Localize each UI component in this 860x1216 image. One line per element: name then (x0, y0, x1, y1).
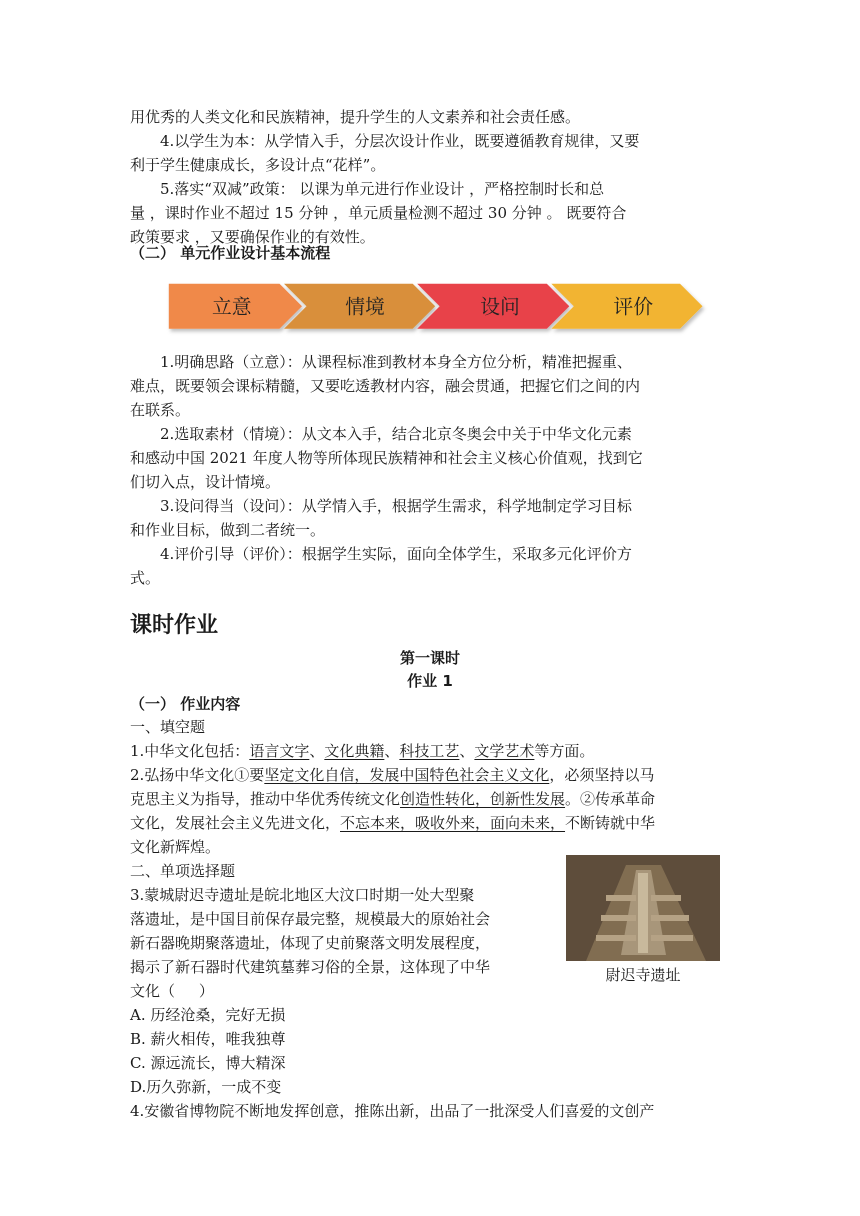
ruins-illustration (566, 855, 720, 961)
q2-answer-1: 坚定文化自信，发展中国特色社会主义文化 (264, 766, 550, 784)
q1-suffix: 等方面。 (534, 742, 595, 760)
content-heading: （一） 作业内容 (130, 695, 241, 713)
step-3-line-1: 3.设问得当（设问）：从学情入手，根据学生需求，科学地制定学习目标 (160, 497, 632, 515)
site-photo (566, 855, 720, 961)
step-4-line-1: 4.评价引导（评价）：根据学生实际，面向全体学生，采取多元化评价方 (160, 545, 632, 563)
option-b: B. 薪火相传，唯我独尊 (130, 1030, 286, 1048)
question-4-line-1: 4.安徽省博物院不断地发挥创意，推陈出新，出品了一批深受人们喜爱的文创产 (130, 1102, 655, 1120)
question-2-line-1 (130, 763, 730, 787)
step-1-line-1: 1.明确思路（立意）：从课程标准到教材本身全方位分析，精准把握重、 (160, 353, 632, 371)
step-4-line-2: 式。 (130, 569, 161, 587)
step-1-line-2: 难点，既要领会课标精髓，又要吃透教材内容，融会贯通，把握它们之间的内 (130, 377, 641, 395)
question-2-line-2 (130, 787, 730, 811)
step-2-line-2: 和感动中国 2021 年度人物等所体现民族精神和社会主义核心价值观，找到它 (130, 449, 643, 467)
flow-step-3-label: 设问 (480, 295, 520, 319)
q2-text: 不断铸就中华 (565, 814, 656, 832)
q2-text: 文化，发展社会主义先进文化， (130, 814, 341, 832)
q1-sep: 、 (459, 742, 475, 760)
q2-text: 2.弘扬中华文化①要 (130, 766, 265, 784)
question-2-line-4: 文化新辉煌。 (130, 838, 221, 856)
step-2-line-1: 2.选取素材（情境）：从文本入手，结合北京冬奥会中关于中华文化元素 (160, 425, 632, 443)
principle-5-line-1: 5.落实“双减”政策： 以课为单元进行作业设计 ，严格控制时长和总 (160, 180, 605, 198)
principle-4-line-1: 4.以学生为本：从学情入手，分层次设计作业，既要遵循教育规律，又要 (160, 132, 640, 150)
flow-step-2-label: 情境 (345, 295, 385, 319)
option-a: A. 历经沧桑，完好无损 (130, 1006, 286, 1024)
q1-answer-4: 文学艺术 (474, 742, 535, 760)
photo-caption: 尉迟寺遗址 (605, 966, 681, 984)
step-2-line-3: 们切入点，设计情境。 (130, 473, 281, 491)
flow-heading: （二） 单元作业设计基本流程 (130, 244, 331, 262)
flow-steps-text (130, 350, 730, 590)
flow-step-1-label: 立意 (212, 295, 252, 319)
q1-answer-2: 文化典籍 (324, 742, 385, 760)
question-1 (130, 739, 730, 763)
q1-answer-1: 语言文字 (249, 742, 310, 760)
q1-prefix: 1.中华文化包括： (130, 742, 250, 760)
homework-title: 作业 1 (407, 672, 453, 690)
question-3-stem (130, 883, 560, 1003)
step-3-line-2: 和作业目标，做到二者统一。 (130, 521, 326, 539)
q3-line: 新石器晚期聚落遗址，体现了史前聚落文明发展程度， (130, 934, 491, 952)
q2-answer-3: 不忘本来，吸收外来，面向未来， (340, 814, 566, 832)
q3-line: 落遗址，是中国目前保存最完整，规模最大的原始社会 (130, 910, 491, 928)
option-c: C. 源远流长，博大精深 (130, 1054, 286, 1072)
q3-line: 文化（ ） (130, 982, 214, 1000)
principle-4-line-2: 利于学生健康成长，多设计点“花样”。 (130, 156, 386, 174)
q3-line: 3.蒙城尉迟寺遗址是皖北地区大汶口时期一处大型聚 (130, 886, 475, 904)
q2-answer-2: 创造性转化，创新性发展 (400, 790, 566, 808)
q1-answer-3: 科技工艺 (399, 742, 460, 760)
fill-heading: 一、填空题 (130, 718, 206, 736)
q1-sep: 、 (309, 742, 325, 760)
question-2-line-3 (130, 811, 730, 835)
intro-line: 用优秀的人类文化和民族精神，提升学生的人文素养和社会责任感。 (130, 108, 581, 126)
q1-sep: 、 (384, 742, 400, 760)
principle-5-line-2: 量 ，课时作业不超过 15 分钟 ，单元质量检测不超过 30 分钟 。 既要符合 (130, 204, 627, 222)
option-d: D.历久弥新，一成不变 (130, 1078, 282, 1096)
process-flow-diagram (137, 282, 737, 336)
flow-step-4-label: 评价 (613, 295, 653, 319)
q2-text: 。②传承革命 (565, 790, 656, 808)
choice-heading: 二、单项选择题 (130, 862, 236, 880)
principle-5-line-3: 政策要求 ，又要确保作业的有效性。 (130, 228, 375, 246)
q2-text: 克思主义为指导，推动中华优秀传统文化 (130, 790, 401, 808)
step-1-line-3: 在联系。 (130, 401, 191, 419)
q2-text: ，必须坚持以马 (549, 766, 655, 784)
intro-block (130, 105, 730, 249)
section-title: 课时作业 (130, 613, 219, 638)
q3-line: 揭示了新石器时代建筑墓葬习俗的全景，这体现了中华 (130, 958, 491, 976)
lesson-title: 第一课时 (399, 649, 460, 667)
